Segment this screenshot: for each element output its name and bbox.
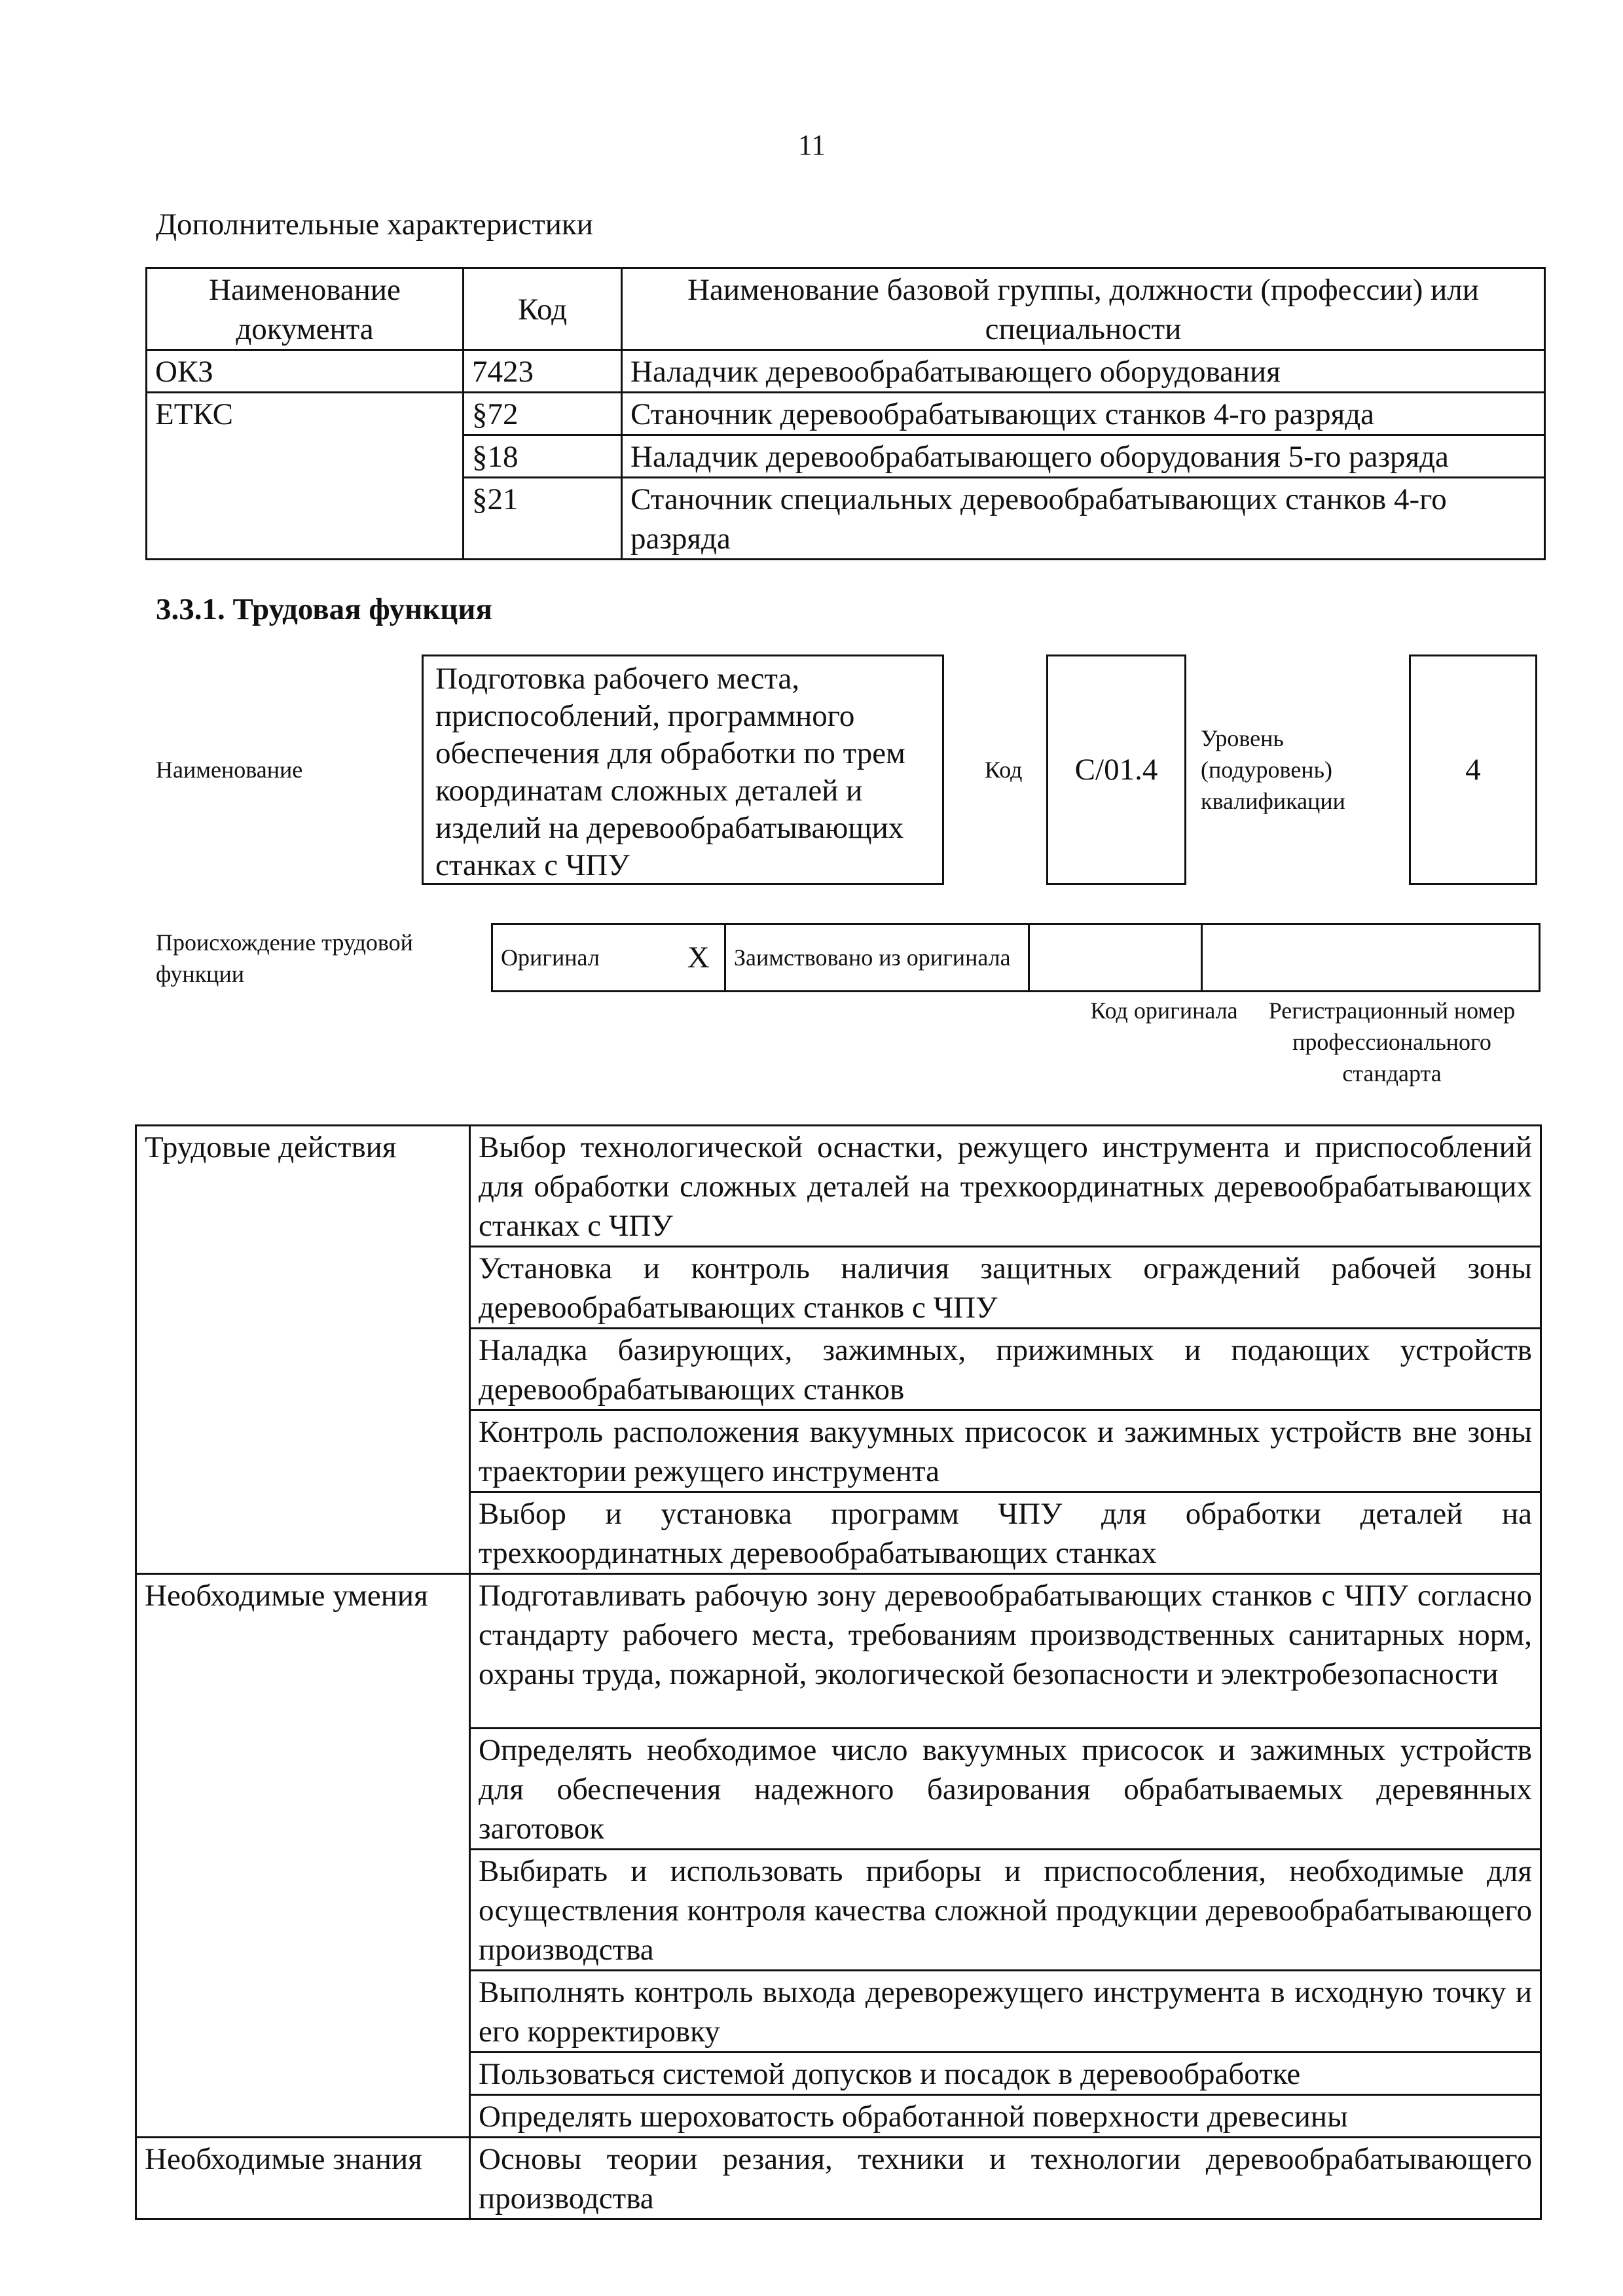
level-value: 4 [1465,753,1481,787]
labor-action-item: Установка и контроль наличия защитных ограждений рабочей зоны деревообрабатывающих станков с ЧПУ [470,1247,1541,1329]
level-label: Уровень (подуровень) квалификации [1201,725,1345,814]
labor-action-item: Выбор и установка программ ЧПУ для обработки деталей на трехкоординатных деревообрабатывающих станках [470,1492,1541,1574]
labor-action-item: Контроль расположения вакуумных присосок и зажимных устройств вне зоны траектории режущего инструмента [470,1410,1541,1492]
row-code: §18 [464,435,622,478]
row-name: Станочник деревообрабатывающих станков 4-го разряда [622,393,1545,435]
reg-number-label: Регистрационный номер профессионального стандарта [1268,997,1516,1086]
skill-item: Подготавливать рабочую зону деревообрабатывающих станков с ЧПУ согласно стандарту рабочего места, требованиям производственных санитарных норм, охраны труда, пожарной, экологической безопасности и электробезопасности [470,1574,1541,1729]
row-name: Наладчик деревообрабатывающего оборудования [622,350,1545,393]
skill-item: Пользоваться системой допусков и посадок в деревообработке [470,2053,1541,2095]
labor-function-title: 3.3.1. Трудовая функция [156,592,492,626]
function-name-box: Подготовка рабочего места, приспособлений, программного обеспечения для обработки по трем координатам сложных деталей и изделий на деревообрабатывающих станках с ЧПУ [422,655,944,885]
borrowed-label: Заимствовано из оригинала [725,924,1029,992]
labor-action-item: Наладка базирующих, зажимных, прижимных и подающих устройств деревообрабатывающих станков [470,1329,1541,1410]
additional-characteristics-heading: Дополнительные характеристики [156,207,593,242]
knowledge-item: Основы теории резания, техники и технологии деревообрабатывающего производства [470,2138,1541,2219]
labor-action-item: Выбор технологической оснастки, режущего инструмента и приспособлений для обработки сложных деталей на трехкоординатных деревообрабатывающих станках с ЧПУ [470,1126,1541,1247]
name-label: Наименование [156,757,303,783]
table-row [147,393,1545,435]
row-name: Станочник специальных деревообрабатывающих станков 4-го разряда [622,478,1545,560]
table-row [136,2138,1541,2219]
labor-function-details-table [135,1124,1542,2220]
function-code-value: С/01.4 [1074,753,1158,787]
header-code: Код [464,268,622,350]
code-label: Код [985,757,1023,783]
row-name: Наладчик деревообрабатывающего оборудования 5-го разряда [622,435,1545,478]
skill-item: Выполнять контроль выхода дереворежущего инструмента в исходную точку и его корректировку [470,1971,1541,2053]
category-required-knowledge: Необходимые знания [136,2138,470,2219]
skill-item: Выбирать и использовать приборы и приспособления, необходимые для осуществления контроля качества сложной продукции деревообрабатывающего производства [470,1850,1541,1971]
page-number: 11 [797,129,826,161]
table-row [136,1126,1541,1247]
origin-table [491,923,1541,992]
original-label: Оригинал [492,924,673,992]
skill-item: Определять шероховатость обработанной поверхности древесины [470,2095,1541,2138]
table-row [147,350,1545,393]
table-row [136,1574,1541,1729]
row-code: §21 [464,478,622,560]
code-original-cell [1029,924,1202,992]
row-code: 7423 [464,350,622,393]
row-doc: ЕТКС [147,393,464,560]
row-code: §72 [464,393,622,435]
category-labor-actions: Трудовые действия [136,1126,470,1574]
row-doc: ОКЗ [147,350,464,393]
function-code-box [1046,655,1186,885]
original-mark: X [673,924,725,992]
additional-characteristics-table [145,267,1546,560]
level-box [1409,655,1537,885]
skill-item: Определять необходимое число вакуумных присосок и зажимных устройств для обеспечения надежного базирования обрабатываемых деревянных заготовок [470,1729,1541,1850]
code-original-label: Код оригинала [1090,997,1238,1024]
reg-number-cell [1202,924,1540,992]
category-required-skills: Необходимые умения [136,1574,470,2138]
origin-label: Происхождение трудовой функции [156,929,413,987]
header-name: Наименование базовой группы, должности (профессии) или специальности [622,268,1545,350]
header-document: Наименование документа [147,268,464,350]
